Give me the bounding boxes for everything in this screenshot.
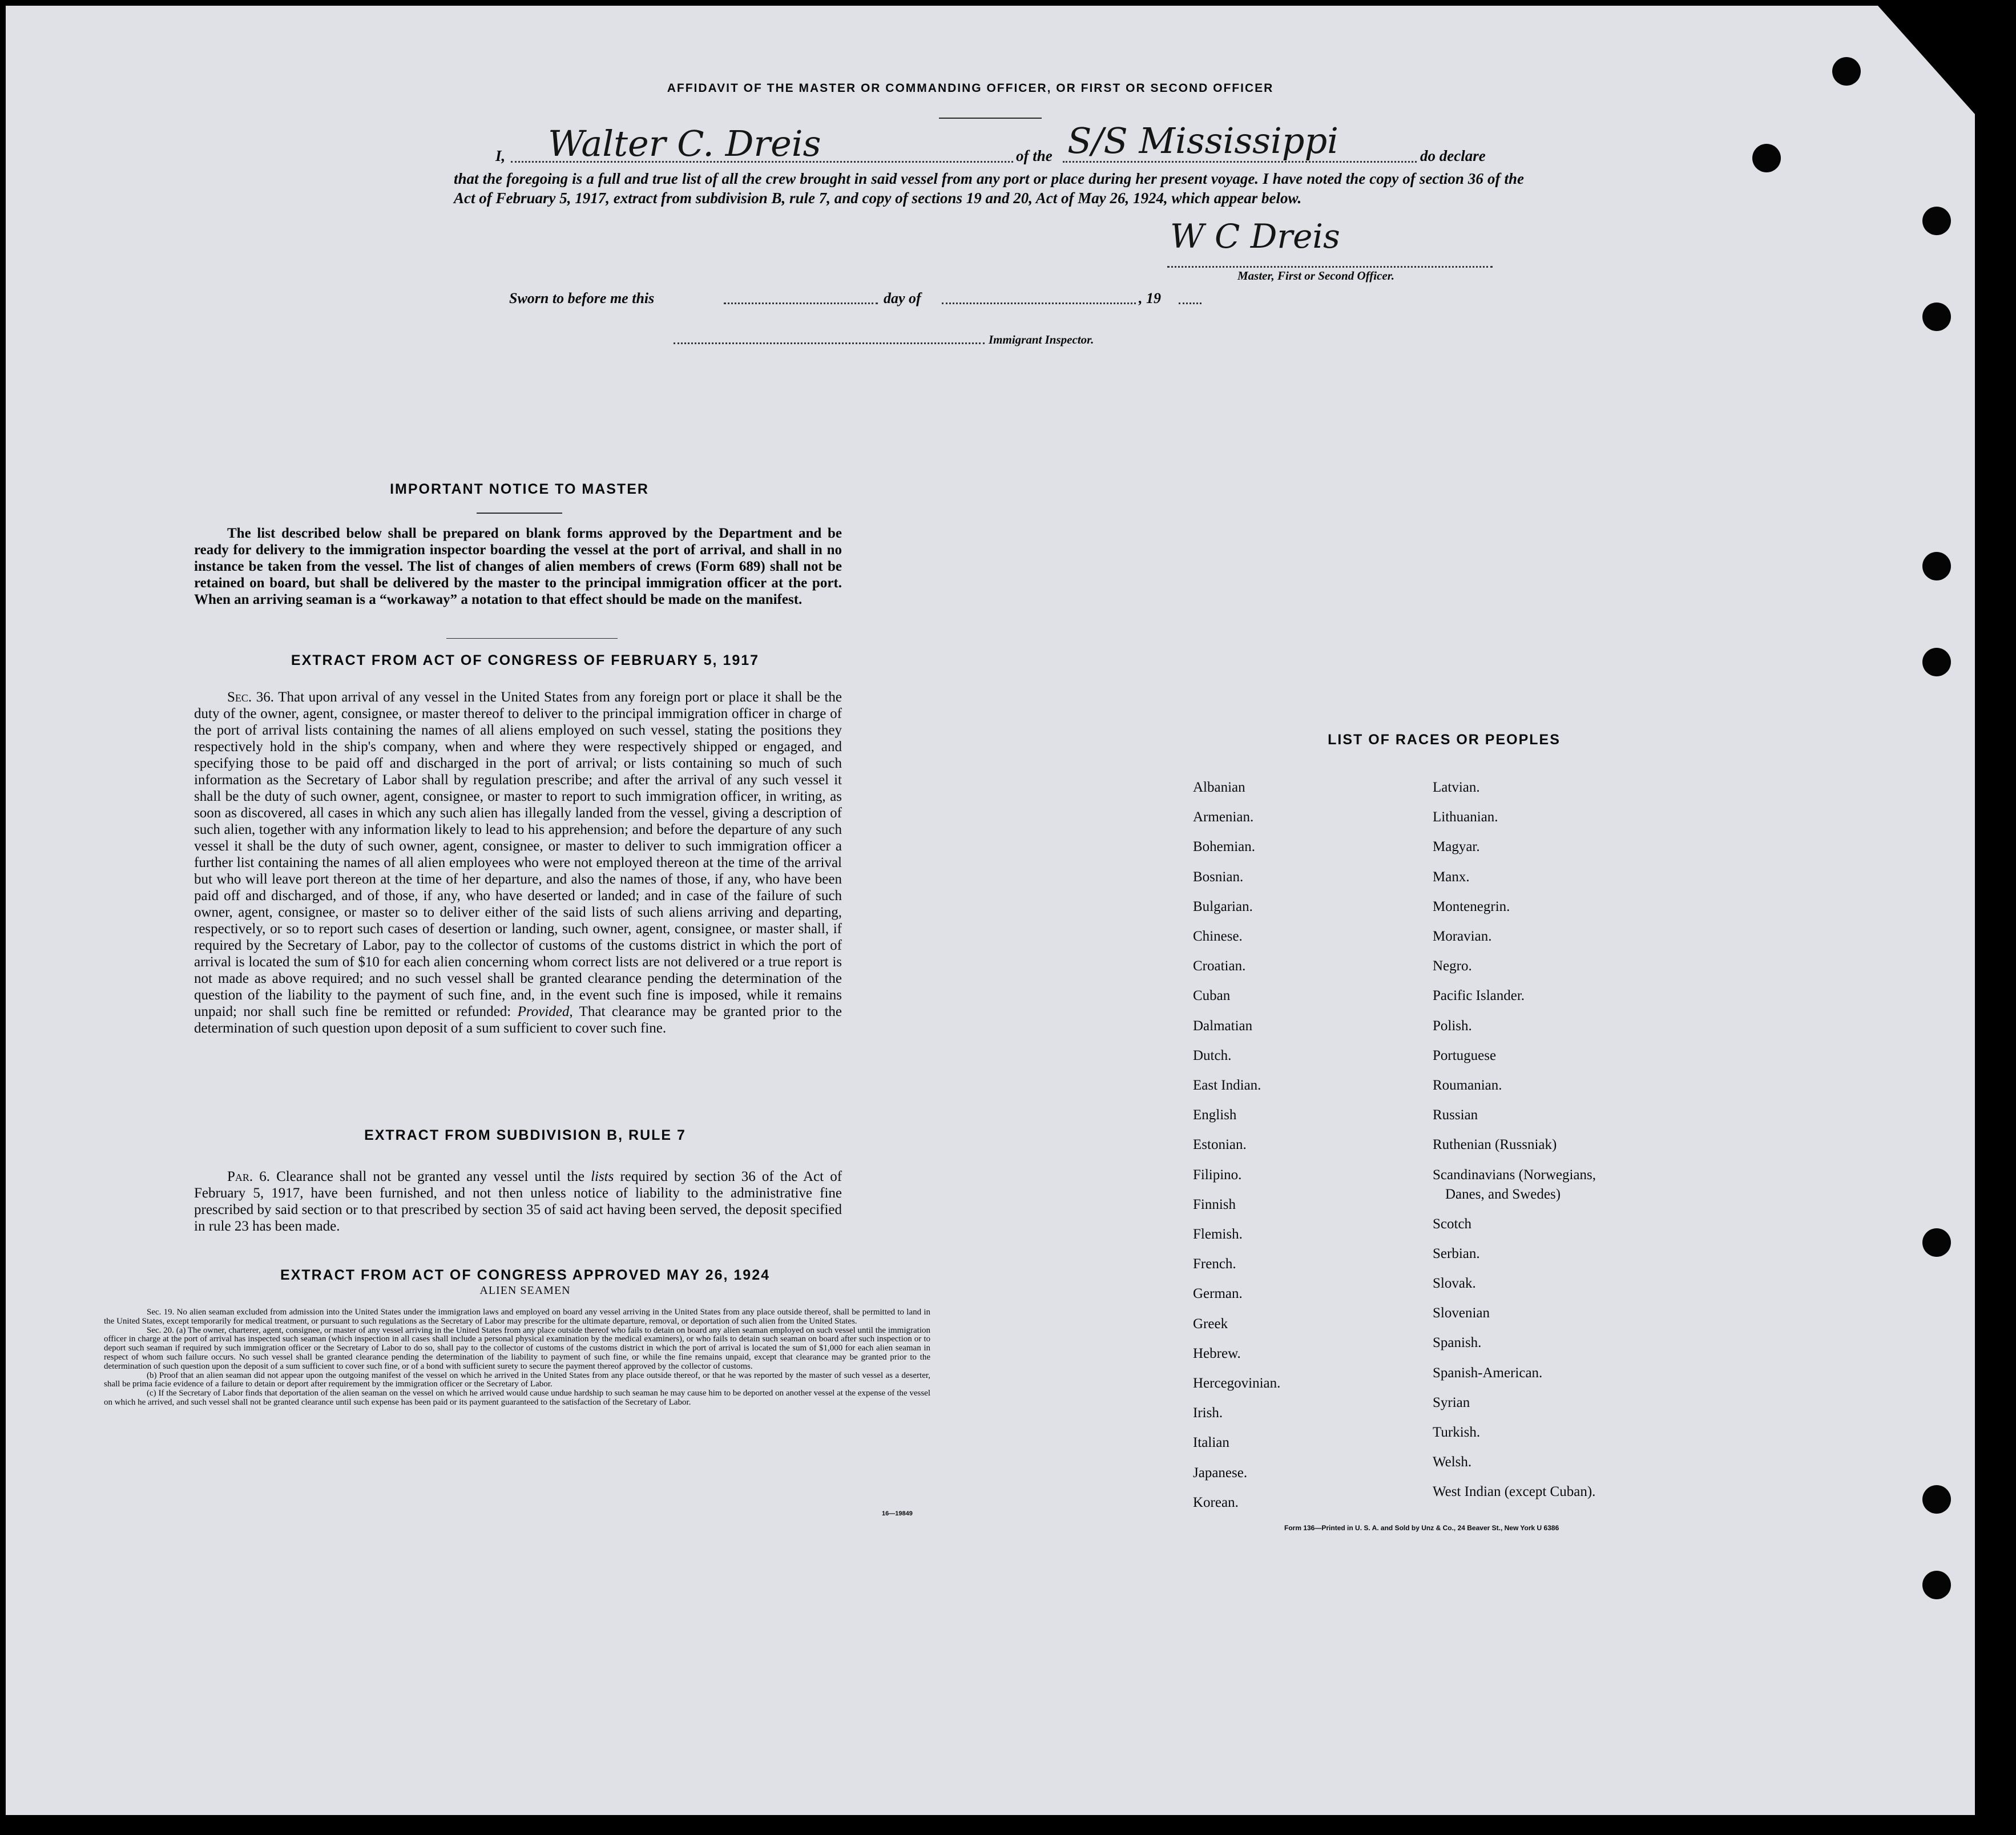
race-item: French. bbox=[1193, 1256, 1236, 1272]
sworn-prefix: Sworn to before me this bbox=[509, 290, 655, 306]
race-item: Lithuanian. bbox=[1433, 809, 1498, 825]
sworn-day-field bbox=[724, 303, 878, 304]
act1917-body bbox=[194, 689, 842, 1037]
master-signature-line bbox=[1167, 266, 1493, 268]
race-item: Italian bbox=[1193, 1435, 1229, 1451]
race-item: Spanish-American. bbox=[1433, 1365, 1543, 1381]
act1924-sec20b: (b) Proof that an alien seaman did not appear upon the outgoing manifest of the vessel on which he arrived in the United States from any place outside thereof, or that he was reported by the master of such vessel as a deserter, shall be prima facie evidence of a failure to detain or deport after requirement by the immigration officer or the Secretary of Labor. bbox=[104, 1370, 930, 1389]
races-right-column bbox=[1433, 773, 1718, 1507]
race-item: Croatian. bbox=[1193, 958, 1246, 974]
race-item: Pacific Islander. bbox=[1433, 988, 1525, 1004]
divider bbox=[477, 513, 562, 514]
inspector-label: Immigrant Inspector. bbox=[989, 333, 1094, 346]
race-item: Dalmatian bbox=[1193, 1018, 1253, 1034]
binder-hole bbox=[1922, 1228, 1951, 1257]
race-item: Cuban bbox=[1193, 988, 1231, 1004]
race-item: Magyar. bbox=[1433, 839, 1480, 855]
act1924-sec19: Sec. 19. No alien seaman excluded from admission into the United States under the immigration laws and employed on board any vessel arriving in the United States from any place outside thereof, shall be permitted to land in the United States, except temporarily for medical treatment, or pursuant to such regulations as the Secretary of Labor may prescribe for the ultimate departure, removal, or deportation of such alien from the United States. bbox=[104, 1308, 930, 1326]
races-left-column bbox=[1193, 773, 1410, 1518]
race-item: Armenian. bbox=[1193, 809, 1254, 825]
race-item: Albanian bbox=[1193, 780, 1245, 795]
race-item: Slovenian bbox=[1433, 1305, 1490, 1321]
notice-title: IMPORTANT NOTICE TO MASTER bbox=[390, 481, 649, 497]
binder-hole bbox=[1922, 648, 1951, 676]
master-signature: W C Dreis bbox=[1170, 217, 1340, 256]
binder-hole bbox=[1922, 303, 1951, 331]
race-item: Bohemian. bbox=[1193, 839, 1256, 855]
sworn-year: , 19 bbox=[1139, 290, 1161, 306]
affidavit-line1-of-the: of the bbox=[1016, 147, 1053, 164]
binder-hole bbox=[1922, 1485, 1951, 1514]
sworn-year-field bbox=[1179, 303, 1201, 304]
rule7-text-b: required by section 36 of the Act of February 5, 1917, have been furnished, and not then unless notice of liability to the administrative fine prescribed by said section or to that prescribed by section 35 of said act having been served, the deposit specified in rule 23 has been made. bbox=[194, 1169, 842, 1234]
race-item: Chinese. bbox=[1193, 929, 1243, 945]
race-item: Russian bbox=[1433, 1107, 1478, 1123]
race-item: Irish. bbox=[1193, 1405, 1223, 1421]
race-item: Finnish bbox=[1193, 1196, 1236, 1212]
act1917-provided: Provided, bbox=[517, 1004, 573, 1019]
affidavit-line1-prefix: I, bbox=[495, 147, 506, 164]
race-item: Ruthenian (Russniak) bbox=[1433, 1137, 1557, 1153]
race-item: Greek bbox=[1193, 1316, 1228, 1332]
binder-hole bbox=[1922, 552, 1951, 580]
sworn-day: day of bbox=[884, 290, 921, 306]
race-item: East Indian. bbox=[1193, 1078, 1261, 1094]
act1917-sec-label: Sec. 36. bbox=[227, 689, 275, 705]
race-item: German. bbox=[1193, 1286, 1243, 1302]
signature-name: Walter C. Dreis bbox=[548, 123, 821, 164]
binder-hole bbox=[1922, 1571, 1951, 1599]
act1917-title: EXTRACT FROM ACT OF CONGRESS OF FEBRUARY 5, 1917 bbox=[291, 652, 760, 668]
rule7-title: EXTRACT FROM SUBDIVISION B, RULE 7 bbox=[364, 1127, 686, 1143]
race-item: Japanese. bbox=[1193, 1465, 1248, 1481]
binder-hole bbox=[1922, 207, 1951, 235]
affidavit-title: AFFIDAVIT OF THE MASTER OR COMMANDING OFFICER, OR FIRST OR SECOND OFFICER bbox=[667, 82, 1274, 95]
race-item: Turkish. bbox=[1433, 1425, 1481, 1441]
race-item: Estonian. bbox=[1193, 1137, 1247, 1153]
race-item: English bbox=[1193, 1107, 1237, 1123]
inspector-field bbox=[674, 342, 985, 344]
race-item: Scandinavians (Norwegians, bbox=[1433, 1167, 1596, 1183]
sworn-month-field bbox=[942, 303, 1136, 304]
race-item: Danes, and Swedes) bbox=[1445, 1186, 1561, 1202]
race-item: Negro. bbox=[1433, 958, 1472, 974]
races-title: LIST OF RACES OR PEOPLES bbox=[1328, 732, 1561, 748]
rule7-text-a: Clearance shall not be granted any vessel until the bbox=[276, 1169, 584, 1184]
notice-text: The list described below shall be prepared on blank forms approved by the Department and be ready for delivery to the immigration inspector boarding the vessel at the port of arrival, and shall in no instance be taken from the vessel. The list of changes of alien members of crews (Form 689) shall not be retained on board, but shall be delivered by the master to the principal immigration officer at the port. When an arriving seaman is a “workaway” a notation to that effect should be made on the manifest. bbox=[194, 526, 842, 607]
race-item: Spanish. bbox=[1433, 1335, 1482, 1351]
race-item: West Indian (except Cuban). bbox=[1433, 1484, 1596, 1500]
race-item: Dutch. bbox=[1193, 1047, 1232, 1063]
rule7-par-label: Par. 6. bbox=[227, 1169, 270, 1184]
race-item: Serbian. bbox=[1433, 1245, 1480, 1261]
act1917-text-end: That clearance may be granted prior to the determination of such question upon deposit of a sum sufficient to cover such fine. bbox=[194, 1004, 842, 1036]
race-item: Montenegrin. bbox=[1433, 898, 1510, 914]
rule7-body bbox=[194, 1168, 842, 1235]
race-item: Moravian. bbox=[1433, 929, 1492, 945]
divider bbox=[446, 638, 618, 639]
act1924-sec20c: (c) If the Secretary of Labor finds that deportation of the alien seaman on the vessel on which he arrived would cause undue hardship to such seaman he may cause him to be deported on another vessel at the expense of the vessel on which he arrived, and such vessel shall not be granted clearance until such expense has been paid or its payment guaranteed to the satisfaction of the Secretary of Labor. bbox=[104, 1389, 930, 1407]
race-item: Syrian bbox=[1433, 1394, 1470, 1410]
race-item: Roumanian. bbox=[1433, 1078, 1502, 1094]
master-label: Master, First or Second Officer. bbox=[1237, 269, 1394, 283]
race-item: Slovak. bbox=[1433, 1276, 1476, 1292]
act1924-sec20a: Sec. 20. (a) The owner, charterer, agent, consignee, or master of any vessel arriving in the United States from any place outside thereof who fails to detain on board any alien seaman employed on such vessel until the immigration officer in charge at the port of arrival has inspected such seaman (which inspection in all cases shall include a personal physical examination by the medical examiners), or who fails to detain such seaman on board after such inspection or to deport such seaman if required by such immigration officer or the Secretary of Labor to do so, shall pay to the collector of customs of the customs district in which the port of arrival is located the sum of $1,000 for each alien seaman in respect of whom such failure occurs. No such vessel shall be granted clearance pending the determination of the liability to payment of such fine, or while the fine remains unpaid, except that clearance may be granted prior to the determination of such question upon the deposit of a sum sufficient to cover such fine, or of a bond with sufficient surety to secure the payment thereof approved by the collector of customs. bbox=[104, 1325, 930, 1371]
rule7-lists: lists bbox=[591, 1169, 614, 1184]
race-item: Flemish. bbox=[1193, 1227, 1243, 1243]
act1917-text: That upon arrival of any vessel in the United States from any foreign port or place it shall be the duty of the owner, agent, consignee, or master thereof to deliver to the principal immigration officer in charge of the port of arrival lists containing the names of all aliens employed on such vessel, stating the positions they respectively hold in the ship's company, when and where they were respectively shipped or engaged, and specifying those to be paid off and discharged in the port of arrival; or lists containing so much of such information as the Secretary of Labor shall by regulation prescribe; and after the arrival of any such vessel it shall be the duty of such owner, agent, consignee, or master to report to such immigration officer, in writing, as soon as discovered, all cases in which any such alien has illegally landed from the vessel, giving a description of such alien, together with any information likely to lead to his apprehension; and before the departure of any such vessel it shall be the duty of such owner, agent, consignee, or master to deliver to such immigration officer a further list containing the names of all alien employees who were not employed thereon at the time of the arrival but who will leave port thereon at the time of her departure, and also the names of those, if any, who have been paid off and discharged, and of those, if any, who have deserted or landed; and in case of the failure of such owner, agent, consignee, or master so to deliver either of the said lists of such aliens arriving and departing, respectively, or so to report such cases of desertion or landing, such owner, agent, consignee, or master shall, if required by the Secretary of Labor, pay to the collector of customs of the customs district in which the port of arrival is located the sum of $10 for each alien concerning whom correct lists are not delivered or a true report is not made as above required; and no such vessel shall be granted clearance pending the determination of the question of the liability to the payment of such fine, and, in the event such fine is imposed, while it remains unpaid; nor shall such fine be remitted or refunded: bbox=[194, 689, 842, 1019]
race-item: Filipino. bbox=[1193, 1167, 1242, 1183]
printer-footer: Form 136—Printed in U. S. A. and Sold by Unz & Co., 24 Beaver St., New York U 6386 bbox=[1284, 1524, 1559, 1532]
race-item: Korean. bbox=[1193, 1494, 1239, 1510]
affidavit-line1-suffix: do declare bbox=[1420, 147, 1486, 164]
race-item: Latvian. bbox=[1433, 780, 1480, 795]
divider bbox=[939, 118, 1042, 119]
race-item: Portuguese bbox=[1433, 1047, 1497, 1063]
affidavit-body: that the foregoing is a full and true list of all the crew brought in said vessel from any port or place during her present voyage. I have noted the copy of section 36 of the Act of February 5, 1917, extract from subdivision B, rule 7, and copy of sections 19 and 20, Act of May 26, 1924, which appear below. bbox=[454, 170, 1524, 207]
race-item: Welsh. bbox=[1433, 1454, 1472, 1470]
race-item: Manx. bbox=[1433, 869, 1470, 885]
race-item: Polish. bbox=[1433, 1018, 1472, 1034]
form-number: 16—19849 bbox=[882, 1510, 913, 1517]
race-item: Scotch bbox=[1433, 1216, 1472, 1232]
binder-hole bbox=[1752, 144, 1781, 172]
notice-body bbox=[194, 525, 842, 608]
act1924-title: EXTRACT FROM ACT OF CONGRESS APPROVED MAY 26, 1924 bbox=[280, 1267, 771, 1283]
vessel-name: S/S Mississippi bbox=[1067, 120, 1338, 162]
binder-hole bbox=[1832, 57, 1861, 86]
race-item: Bulgarian. bbox=[1193, 898, 1253, 914]
act1924-body bbox=[104, 1308, 930, 1407]
act1924-subtitle: ALIEN SEAMEN bbox=[479, 1284, 571, 1297]
race-item: Hercegovinian. bbox=[1193, 1376, 1281, 1392]
race-item: Bosnian. bbox=[1193, 869, 1244, 885]
race-item: Hebrew. bbox=[1193, 1345, 1241, 1361]
